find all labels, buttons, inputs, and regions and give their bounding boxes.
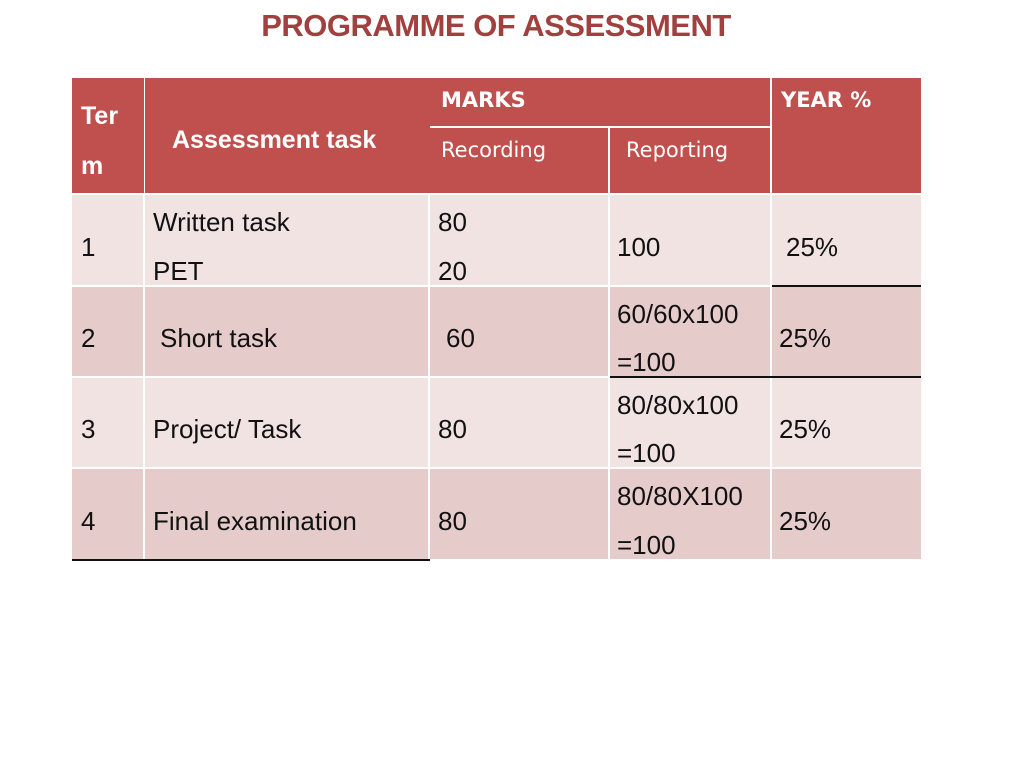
header-recording-cell: [430, 128, 608, 193]
rule-line: [772, 285, 921, 287]
row-1-rec-a: 80: [438, 207, 467, 237]
row-1-task-a: Written task: [153, 207, 290, 237]
row-4-rep-b: =100: [617, 530, 676, 560]
row-4-term: 4: [81, 506, 96, 536]
row-4-rec: 80: [438, 506, 467, 536]
header-task: Assessment task: [172, 126, 377, 154]
page-title: PROGRAMME OF ASSESSMENT: [261, 8, 731, 43]
header-term-cell: [72, 78, 144, 193]
row-1-term: 1: [81, 232, 96, 262]
header-marks-cell: [430, 78, 770, 126]
row-1-year: 25%: [786, 232, 839, 262]
row-3-rec: 80: [438, 414, 467, 444]
grid-line: [428, 195, 430, 559]
row-3-rep-a: 80/80x100: [617, 390, 739, 420]
row-2-task: Short task: [160, 323, 278, 353]
header-task-cell: [145, 78, 430, 193]
header-recording: Recording: [441, 138, 547, 162]
row-2-rep-a: 60/60x100: [617, 299, 739, 329]
header-reporting: Reporting: [626, 138, 729, 162]
row-4-rep-a: 80/80X100: [617, 481, 743, 511]
header-year-cell: [772, 78, 921, 193]
header-year: YEAR %: [781, 88, 872, 112]
row-4-task: Final examination: [153, 506, 357, 536]
row-2-term: 2: [81, 323, 96, 353]
row-3-rep-b: =100: [617, 438, 676, 468]
row-4-year: 25%: [779, 506, 832, 536]
row-2-rec: 60: [446, 323, 475, 353]
header-term-line1: Ter: [81, 102, 119, 130]
row-3-year: 25%: [779, 414, 832, 444]
header-term-line2: m: [81, 152, 104, 180]
header-reporting-cell: [610, 128, 770, 193]
row-2-rep-b: =100: [617, 347, 676, 377]
row-3-task: Project/ Task: [153, 414, 302, 444]
header-marks: MARKS: [441, 88, 526, 112]
row-2-year: 25%: [779, 323, 832, 353]
row-1-rec-b: 20: [438, 256, 467, 286]
row-1-task-b: PET: [153, 256, 204, 286]
row-1-rep: 100: [617, 232, 661, 262]
row-3-term: 3: [81, 414, 96, 444]
rule-line: [72, 559, 430, 561]
grid-line: [143, 195, 145, 559]
